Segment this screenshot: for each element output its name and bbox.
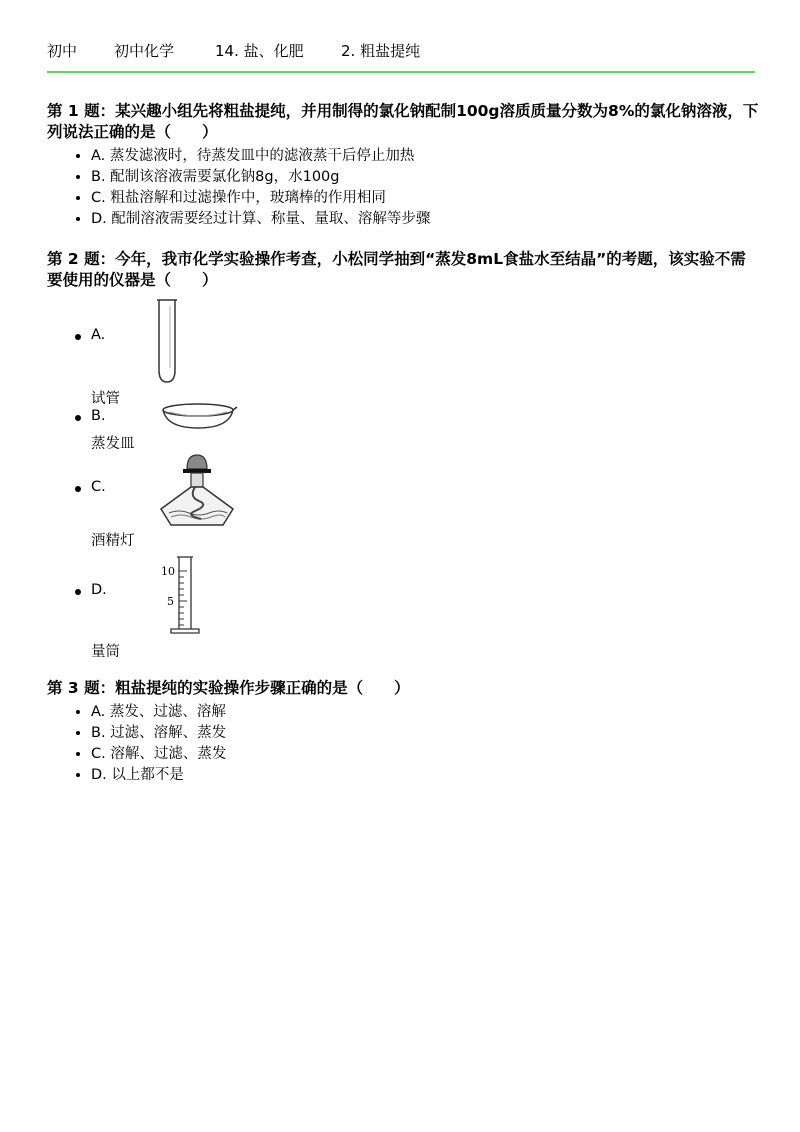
cylinder-mark-5: 5	[167, 595, 174, 608]
option-letter: C.	[91, 479, 106, 495]
test-tube-icon	[152, 298, 182, 386]
question-1-option-a[interactable]: • A. 蒸发滤液时，待蒸发皿中的滤液蒸干后停止加热	[91, 146, 771, 167]
question-3-options	[47, 702, 771, 786]
option-caption: 蒸发皿	[91, 436, 135, 452]
question-3-title: 第 3 题：粗盐提纯的实验操作步骤正确的是（ ）	[47, 679, 410, 697]
question-1-option-d[interactable]: • D. 配制溶液需要经过计算、称量、量取、溶解等步骤	[91, 209, 771, 230]
question-3-option-d[interactable]: • D. 以上都不是	[91, 765, 771, 786]
alcohol-lamp-icon	[155, 453, 239, 529]
question-2-title: 第 2 题：今年，我市化学实验操作考查，小松同学抽到“蒸发8mL食盐水至结晶”的考题，该实验不需要使用的仪器是（ ）	[47, 250, 746, 289]
option-letter: B.	[91, 408, 106, 424]
breadcrumb-level: 初中	[47, 42, 78, 60]
option-caption: 酒精灯	[91, 533, 135, 549]
question-3-option-b[interactable]: • B. 过滤、溶解、蒸发	[91, 723, 771, 744]
breadcrumb	[47, 38, 755, 73]
breadcrumb-chapter: 14. 盐、化肥	[215, 42, 304, 60]
question-1-option-b[interactable]: • B. 配制该溶液需要氯化钠8g，水100g	[91, 167, 771, 188]
question-1-options	[47, 146, 771, 230]
cylinder-mark-10: 10	[161, 565, 175, 578]
option-letter: D.	[91, 582, 107, 598]
option-letter: A.	[91, 327, 106, 343]
graduated-cylinder-icon	[159, 553, 205, 637]
evaporating-dish-icon	[159, 402, 237, 432]
option-caption: 试管	[91, 391, 120, 407]
question-3-option-c[interactable]: • C. 溶解、过滤、蒸发	[91, 744, 771, 765]
question-1-title: 第 1 题：某兴趣小组先将粗盐提纯，并用制得的氯化钠配制100g溶质质量分数为8%的氯化钠溶液，下列说法正确的是（ ）	[47, 102, 759, 141]
breadcrumb-section: 2. 粗盐提纯	[341, 42, 421, 60]
breadcrumb-subject: 初中化学	[114, 42, 175, 60]
option-caption: 量筒	[91, 644, 120, 660]
question-3-option-a[interactable]: • A. 蒸发、过滤、溶解	[91, 702, 771, 723]
question-1-option-c[interactable]: • C. 粗盐溶解和过滤操作中，玻璃棒的作用相同	[91, 188, 771, 209]
